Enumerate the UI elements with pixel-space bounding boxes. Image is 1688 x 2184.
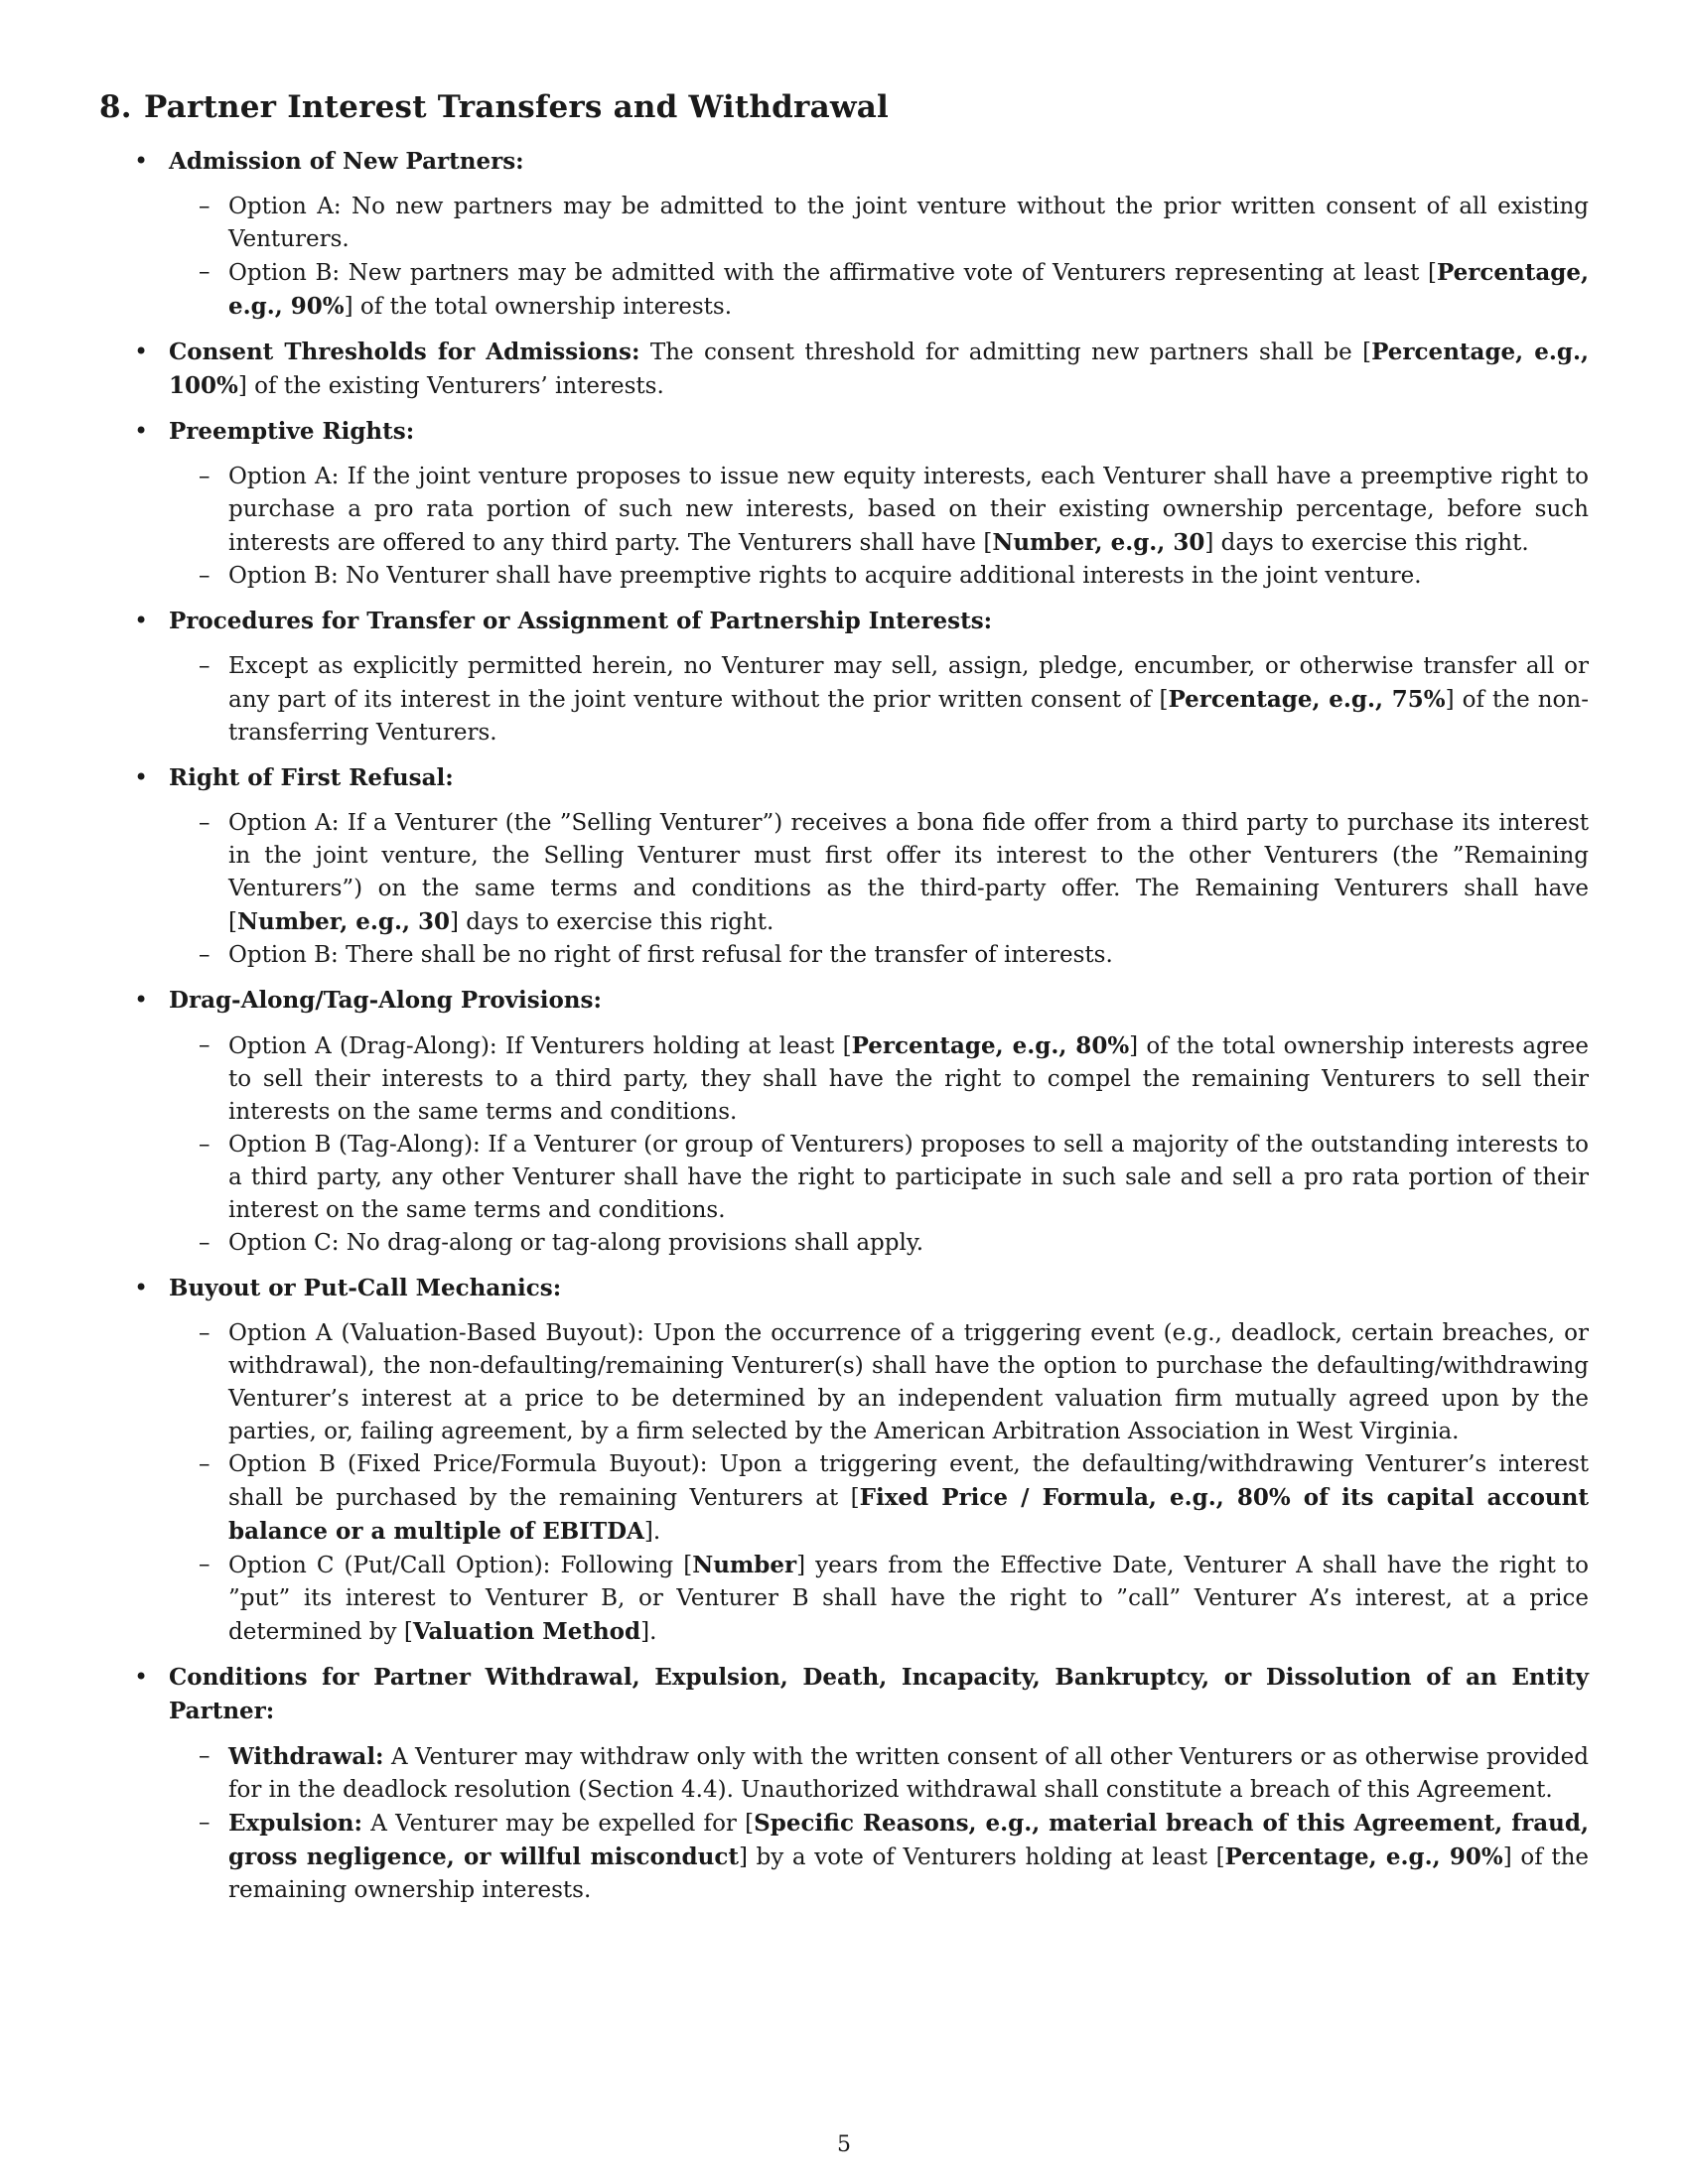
text: Option B: New partners may be admitted with the affirmative vote of Venturers representing at least [ bbox=[228, 260, 1437, 286]
text: Option A (Drag-Along): If Venturers holding at least [ bbox=[228, 1033, 852, 1059]
section-title: Partner Interest Transfers and Withdrawal bbox=[144, 89, 890, 125]
text: Option C (Put/Call Option): Following [ bbox=[228, 1553, 693, 1578]
transfer-heading: Procedures for Transfer or Assignment of Partnership Interests: bbox=[169, 608, 993, 634]
placeholder: Number, e.g., 30 bbox=[236, 908, 450, 935]
text: Option B (Fixed Price/Formula Buyout): Upon a triggering event, the defaulting/withdrawing Venturer’s interest shall be purchased by the remaining Venturers at [ bbox=[228, 1451, 1589, 1511]
placeholder: Percentage, e.g., 90% bbox=[228, 259, 1589, 320]
admission-heading: Admission of New Partners: bbox=[169, 148, 524, 175]
buyout-option-a: – Option A (Valuation-Based Buyout): Upon the occurrence of a triggering event (e.g., deadlock, certain breaches, or withdrawal), the non-defaulting/remaining Venturer(s) shall have the option to purchase the defaulting/withdrawing Venturer’s interest at a price to be determined by an independent valuation firm mutually agreed upon by the parties, or, failing agreement, by a firm selected by the American Arbitration Association in West Virginia. bbox=[169, 1317, 1589, 1448]
preemptive-option-a bbox=[169, 461, 1589, 560]
conditions-options bbox=[169, 1740, 1589, 1907]
admission-option-b bbox=[169, 256, 1589, 324]
rofr-option-b: – Option B: There shall be no right of first refusal for the transfer of interests. bbox=[169, 939, 1589, 972]
text: ] by a vote of Venturers holding at least [ bbox=[738, 1844, 1225, 1870]
text: ] days to exercise this right. bbox=[450, 909, 774, 935]
admission-option-a: – Option A: No new partners may be admitted to the joint venture without the prior written consent of all existing Venturers. bbox=[169, 191, 1589, 256]
drag-option-c: – Option C: No drag-along or tag-along provisions shall apply. bbox=[169, 1227, 1589, 1260]
placeholder: Percentage, e.g., 75% bbox=[1168, 686, 1446, 713]
item-buyout bbox=[99, 1272, 1589, 1649]
rofr-heading: Right of First Refusal: bbox=[169, 764, 454, 791]
expulsion-label: Expulsion: bbox=[228, 1810, 363, 1837]
text: ] years from the Effective Date, Venturer A shall have the right to ”put” its interest to Venturer B, or Venturer B shall have the right to ”call” Venturer A’s interest, at a price determined by [ bbox=[228, 1553, 1589, 1645]
text: A Venturer may withdraw only with the written consent of all other Venturers or as otherwise provided for in the deadlock resolution (Section 4.4). Unauthorized withdrawal shall constitute a breach of this Agreement. bbox=[228, 1744, 1589, 1803]
text: ]. bbox=[640, 1619, 657, 1645]
rofr-option-a bbox=[169, 807, 1589, 939]
text: A Venturer may be expelled for [ bbox=[362, 1811, 755, 1837]
conditions-heading: Conditions for Partner Withdrawal, Expulsion, Death, Incapacity, Bankruptcy, or Dissolution of an Entity Partner: bbox=[169, 1664, 1589, 1724]
item-rofr bbox=[99, 761, 1589, 972]
buyout-options bbox=[169, 1317, 1589, 1649]
placeholder: Percentage, e.g., 90% bbox=[1224, 1843, 1503, 1870]
text: Option A: If a Venturer (the ”Selling Venturer”) receives a bona fide offer from a third party to purchase its interest in the joint venture, the Selling Venturer must first offer its interest to the other Venturers (the ”Remaining Venturers”) on the same terms and conditions as the third-party offer. The Remaining Venturers shall have [ bbox=[228, 810, 1589, 935]
buyout-option-b bbox=[169, 1448, 1589, 1549]
text: ] of the total ownership interests agree to sell their interests to a third party, they shall have the right to compel the remaining Venturers to sell their interests on the same terms and conditions. bbox=[228, 1033, 1589, 1125]
text: ] of the non-transferring Venturers. bbox=[228, 687, 1589, 746]
section-heading bbox=[99, 89, 1589, 125]
drag-option-b: – Option B (Tag-Along): If a Venturer (or group of Venturers) proposes to sell a majority of the outstanding interests to a third party, any other Venturer shall have the right to participate in such sale and sell a pro rata portion of their interest on the same terms and conditions. bbox=[169, 1129, 1589, 1227]
drag-options bbox=[169, 1029, 1589, 1260]
item-consent bbox=[99, 336, 1589, 403]
page-number: 5 bbox=[837, 2132, 851, 2157]
document-page bbox=[99, 89, 1589, 1919]
expulsion-clause bbox=[169, 1807, 1589, 1907]
provision-list bbox=[99, 145, 1589, 1907]
item-drag-tag bbox=[99, 984, 1589, 1260]
preemptive-options bbox=[169, 461, 1589, 593]
preemptive-option-b: – Option B: No Venturer shall have preemptive rights to acquire additional interests in the joint venture. bbox=[169, 560, 1589, 593]
rofr-options bbox=[169, 807, 1589, 972]
transfer-options bbox=[169, 650, 1589, 750]
placeholder: Fixed Price / Formula, e.g., 80% of its capital account balance or a multiple of EBITDA bbox=[228, 1484, 1589, 1545]
placeholder: Number bbox=[692, 1552, 797, 1578]
text: ] of the existing Venturers’ interests. bbox=[237, 373, 664, 399]
drag-option-a bbox=[169, 1029, 1589, 1129]
text: The consent threshold for admitting new partners shall be [ bbox=[639, 340, 1372, 365]
preemptive-heading: Preemptive Rights: bbox=[169, 418, 415, 445]
admission-options bbox=[169, 191, 1589, 324]
text: ] days to exercise this right. bbox=[1204, 530, 1529, 556]
placeholder: Percentage, e.g., 100% bbox=[169, 339, 1589, 399]
consent-heading: Consent Thresholds for Admissions: bbox=[169, 339, 640, 365]
text: Except as explicitly permitted herein, no Venturer may sell, assign, pledge, encumber, or otherwise transfer all or any part of its interest in the joint venture without the prior written consent of [ bbox=[228, 653, 1589, 713]
buyout-heading: Buyout or Put-Call Mechanics: bbox=[169, 1275, 562, 1301]
text: ] of the remaining ownership interests. bbox=[228, 1844, 1590, 1903]
text: Option A: If the joint venture proposes to issue new equity interests, each Venturer shall have a preemptive right to purchase a pro rata portion of such new interests, based on their existing ownership percentage, before such interests are offered to any third party. The Venturers shall have [ bbox=[228, 464, 1589, 556]
item-preemptive bbox=[99, 415, 1589, 593]
drag-heading: Drag-Along/Tag-Along Provisions: bbox=[169, 987, 602, 1014]
item-admission bbox=[99, 145, 1589, 324]
placeholder: Percentage, e.g., 80% bbox=[851, 1032, 1130, 1059]
withdrawal-clause bbox=[169, 1740, 1589, 1807]
transfer-text bbox=[169, 650, 1589, 750]
placeholder: Valuation Method bbox=[412, 1618, 641, 1645]
buyout-option-c bbox=[169, 1549, 1589, 1649]
placeholder: Number, e.g., 30 bbox=[992, 529, 1205, 556]
withdrawal-label: Withdrawal: bbox=[228, 1743, 384, 1770]
item-conditions bbox=[99, 1661, 1589, 1907]
placeholder: Specific Reasons, e.g., material breach of this Agreement, fraud, gross negligence, or willful misconduct bbox=[228, 1810, 1589, 1870]
text: ]. bbox=[643, 1519, 661, 1545]
item-transfer bbox=[99, 605, 1589, 750]
text: ] of the total ownership interests. bbox=[344, 294, 733, 320]
section-number: 8. bbox=[99, 89, 132, 125]
